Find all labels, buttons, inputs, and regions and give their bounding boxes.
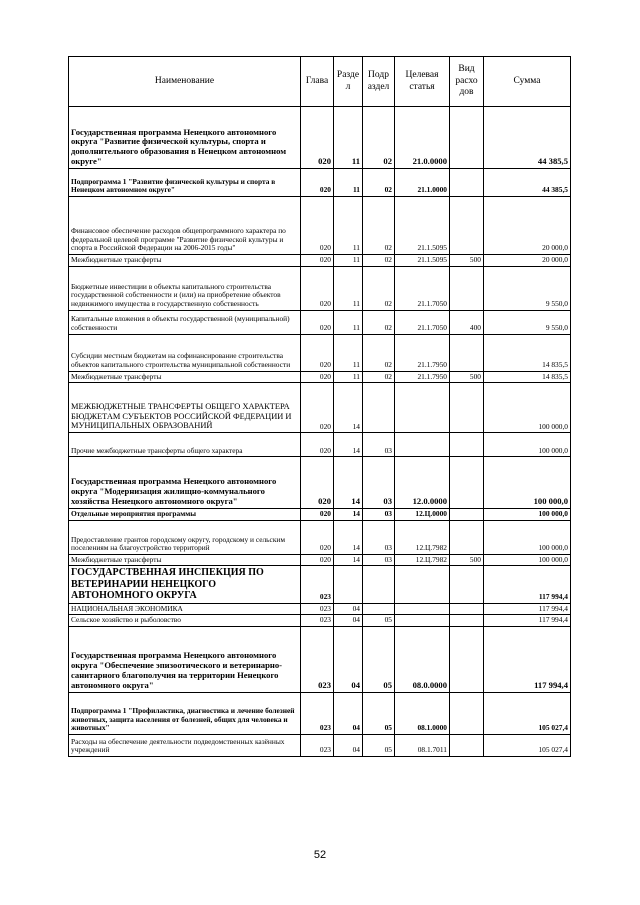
row-name: Отдельные мероприятия программы bbox=[69, 509, 301, 521]
row-vid bbox=[450, 603, 484, 615]
row-podrazdel: 03 bbox=[363, 520, 395, 554]
row-sum: 20 000,0 bbox=[484, 255, 571, 267]
row-glava: 023 bbox=[301, 734, 334, 756]
row-glava: 020 bbox=[301, 310, 334, 334]
row-sum: 117 994,4 bbox=[484, 615, 571, 627]
row-name: Капитальные вложения в объекты государственной (муниципальной) собственности bbox=[69, 310, 301, 334]
row-razdel: 11 bbox=[334, 334, 363, 371]
row-podrazdel: 03 bbox=[363, 554, 395, 566]
row-vid bbox=[450, 692, 484, 734]
row-razdel: 11 bbox=[334, 107, 363, 169]
row-target bbox=[395, 433, 450, 457]
header-vid: Вид расхо дов bbox=[450, 57, 484, 107]
row-glava: 020 bbox=[301, 169, 334, 197]
table-row bbox=[69, 433, 571, 457]
table-row bbox=[69, 566, 571, 604]
table-row bbox=[69, 310, 571, 334]
row-name: Подпрограмма 1 "Профилактика, диагностика и лечение болезней животных, защита населения от болезней, общих для человека и животных" bbox=[69, 692, 301, 734]
row-sum: 20 000,0 bbox=[484, 197, 571, 255]
table-row bbox=[69, 520, 571, 554]
row-razdel: 04 bbox=[334, 626, 363, 692]
row-vid bbox=[450, 107, 484, 169]
page-number: 52 bbox=[313, 849, 327, 861]
row-razdel: 11 bbox=[334, 310, 363, 334]
row-target: 12.0.0000 bbox=[395, 457, 450, 509]
row-sum: 100 000,0 bbox=[484, 509, 571, 521]
row-target: 08.1.0000 bbox=[395, 692, 450, 734]
row-sum: 117 994,4 bbox=[484, 626, 571, 692]
row-razdel: 11 bbox=[334, 255, 363, 267]
row-sum: 14 835,5 bbox=[484, 334, 571, 371]
row-name: Государственная программа Ненецкого автономного округа "Обеспечение эпизоотического и ветеринарно-санитарного благополучия на территории Ненецкого автономного округа" bbox=[69, 626, 301, 692]
row-name: Субсидии местным бюджетам на софинансирование строительства объектов капитального строительства муниципальной собственности bbox=[69, 334, 301, 371]
row-name: Прочие межбюджетные трансферты общего характера bbox=[69, 433, 301, 457]
row-razdel: 04 bbox=[334, 615, 363, 627]
row-target: 12.Ц.7982 bbox=[395, 554, 450, 566]
row-glava: 020 bbox=[301, 457, 334, 509]
row-vid bbox=[450, 509, 484, 521]
row-sum: 44 385,5 bbox=[484, 169, 571, 197]
row-vid bbox=[450, 334, 484, 371]
table-row bbox=[69, 107, 571, 169]
header-sum: Сумма bbox=[484, 57, 571, 107]
row-target bbox=[395, 603, 450, 615]
row-glava: 023 bbox=[301, 692, 334, 734]
table-row bbox=[69, 266, 571, 310]
row-target: 21.1.7950 bbox=[395, 371, 450, 383]
table-row bbox=[69, 734, 571, 756]
header-razdel: Разде л bbox=[334, 57, 363, 107]
row-podrazdel bbox=[363, 566, 395, 604]
row-podrazdel: 02 bbox=[363, 197, 395, 255]
row-sum: 100 000,0 bbox=[484, 433, 571, 457]
row-vid: 500 bbox=[450, 554, 484, 566]
row-target: 21.1.7050 bbox=[395, 266, 450, 310]
row-target: 21.1.7950 bbox=[395, 334, 450, 371]
row-target bbox=[395, 615, 450, 627]
row-target: 12.Ц.7982 bbox=[395, 520, 450, 554]
row-glava: 020 bbox=[301, 509, 334, 521]
row-razdel: 14 bbox=[334, 509, 363, 521]
row-target bbox=[395, 566, 450, 604]
row-glava: 020 bbox=[301, 383, 334, 433]
row-podrazdel: 03 bbox=[363, 509, 395, 521]
budget-table bbox=[68, 56, 571, 757]
row-podrazdel: 02 bbox=[363, 310, 395, 334]
row-glava: 023 bbox=[301, 626, 334, 692]
row-glava: 020 bbox=[301, 334, 334, 371]
row-vid: 400 bbox=[450, 310, 484, 334]
row-target: 21.1.5095 bbox=[395, 197, 450, 255]
row-glava: 020 bbox=[301, 266, 334, 310]
row-vid bbox=[450, 734, 484, 756]
row-sum: 105 027,4 bbox=[484, 692, 571, 734]
row-glava: 023 bbox=[301, 615, 334, 627]
row-vid bbox=[450, 520, 484, 554]
row-target: 08.1.7011 bbox=[395, 734, 450, 756]
row-sum: 100 000,0 bbox=[484, 457, 571, 509]
row-glava: 020 bbox=[301, 107, 334, 169]
row-razdel: 14 bbox=[334, 383, 363, 433]
table-row bbox=[69, 603, 571, 615]
row-podrazdel: 05 bbox=[363, 615, 395, 627]
table-row bbox=[69, 626, 571, 692]
row-vid bbox=[450, 457, 484, 509]
row-vid: 500 bbox=[450, 255, 484, 267]
row-razdel: 14 bbox=[334, 433, 363, 457]
header-row bbox=[69, 57, 571, 107]
row-target: 21.0.0000 bbox=[395, 107, 450, 169]
row-podrazdel: 02 bbox=[363, 334, 395, 371]
row-glava: 023 bbox=[301, 603, 334, 615]
row-podrazdel bbox=[363, 603, 395, 615]
row-vid bbox=[450, 197, 484, 255]
row-glava: 020 bbox=[301, 554, 334, 566]
row-vid: 500 bbox=[450, 371, 484, 383]
row-target: 08.0.0000 bbox=[395, 626, 450, 692]
row-target: 21.1.0000 bbox=[395, 169, 450, 197]
row-name: НАЦИОНАЛЬНАЯ ЭКОНОМИКА bbox=[69, 603, 301, 615]
row-sum: 100 000,0 bbox=[484, 520, 571, 554]
row-name: Межбюджетные трансферты bbox=[69, 371, 301, 383]
row-name: Сельское хозяйство и рыболовство bbox=[69, 615, 301, 627]
row-target: 12.Ц.0000 bbox=[395, 509, 450, 521]
row-sum: 117 994,4 bbox=[484, 566, 571, 604]
row-target: 21.1.5095 bbox=[395, 255, 450, 267]
row-podrazdel: 05 bbox=[363, 692, 395, 734]
header-name: Наименование bbox=[69, 57, 301, 107]
row-razdel: 14 bbox=[334, 457, 363, 509]
row-target bbox=[395, 383, 450, 433]
table-row bbox=[69, 692, 571, 734]
row-podrazdel bbox=[363, 383, 395, 433]
header-glava: Глава bbox=[301, 57, 334, 107]
row-podrazdel: 05 bbox=[363, 734, 395, 756]
row-name: МЕЖБЮДЖЕТНЫЕ ТРАНСФЕРТЫ ОБЩЕГО ХАРАКТЕРА БЮДЖЕТАМ СУБЪЕКТОВ РОССИЙСКОЙ ФЕДЕРАЦИИ И МУНИЦИПАЛЬНЫХ ОБРАЗОВАНИЙ bbox=[69, 383, 301, 433]
row-name: Предоставление грантов городскому округу, городскому и сельским поселениям на благоустройство территорий bbox=[69, 520, 301, 554]
header-podrazdel: Подр аздел bbox=[363, 57, 395, 107]
row-sum: 117 994,4 bbox=[484, 603, 571, 615]
row-razdel: 14 bbox=[334, 520, 363, 554]
table-row bbox=[69, 334, 571, 371]
table-row bbox=[69, 383, 571, 433]
row-vid bbox=[450, 615, 484, 627]
row-razdel: 11 bbox=[334, 197, 363, 255]
header-target: Целевая статья bbox=[395, 57, 450, 107]
row-sum: 105 027,4 bbox=[484, 734, 571, 756]
row-sum: 9 550,0 bbox=[484, 310, 571, 334]
row-razdel: 11 bbox=[334, 169, 363, 197]
row-target: 21.1.7050 bbox=[395, 310, 450, 334]
row-podrazdel: 05 bbox=[363, 626, 395, 692]
row-podrazdel: 03 bbox=[363, 457, 395, 509]
row-razdel: 14 bbox=[334, 554, 363, 566]
row-name: Расходы на обеспечение деятельности подведомственных казённых учреждений bbox=[69, 734, 301, 756]
table-row bbox=[69, 371, 571, 383]
row-podrazdel: 03 bbox=[363, 433, 395, 457]
row-glava: 023 bbox=[301, 566, 334, 604]
table-row bbox=[69, 169, 571, 197]
row-name: Подпрограмма 1 "Развитие физической культуры и спорта в Ненецком автономном округе" bbox=[69, 169, 301, 197]
row-glava: 020 bbox=[301, 197, 334, 255]
row-name: Бюджетные инвестиции в объекты капитального строительства государственной собственности и (или) на приобретение объектов недвижимого имущества в государственную собственность bbox=[69, 266, 301, 310]
row-podrazdel: 02 bbox=[363, 371, 395, 383]
table-row bbox=[69, 197, 571, 255]
row-glava: 020 bbox=[301, 520, 334, 554]
row-razdel: 04 bbox=[334, 692, 363, 734]
row-vid bbox=[450, 566, 484, 604]
row-name: Государственная программа Ненецкого автономного округа "Модернизация жилищно-коммунального хозяйства Ненецкого автономного округа" bbox=[69, 457, 301, 509]
row-name: Финансовое обеспечение расходов общепрограммного характера по федеральной целевой программе "Развитие физической культуры и спорта в Российской Федерации на 2006-2015 годы" bbox=[69, 197, 301, 255]
row-glava: 020 bbox=[301, 255, 334, 267]
row-vid bbox=[450, 433, 484, 457]
row-sum: 14 835,5 bbox=[484, 371, 571, 383]
table-row bbox=[69, 255, 571, 267]
row-name: Межбюджетные трансферты bbox=[69, 554, 301, 566]
row-razdel: 04 bbox=[334, 603, 363, 615]
row-podrazdel: 02 bbox=[363, 107, 395, 169]
table-row bbox=[69, 554, 571, 566]
row-sum: 100 000,0 bbox=[484, 554, 571, 566]
row-name: ГОСУДАРСТВЕННАЯ ИНСПЕКЦИЯ ПО ВЕТЕРИНАРИИ НЕНЕЦКОГО АВТОНОМНОГО ОКРУГА bbox=[69, 566, 301, 604]
row-razdel bbox=[334, 566, 363, 604]
row-podrazdel: 02 bbox=[363, 169, 395, 197]
row-vid bbox=[450, 266, 484, 310]
row-glava: 020 bbox=[301, 371, 334, 383]
row-podrazdel: 02 bbox=[363, 255, 395, 267]
row-glava: 020 bbox=[301, 433, 334, 457]
row-podrazdel: 02 bbox=[363, 266, 395, 310]
row-name: Межбюджетные трансферты bbox=[69, 255, 301, 267]
row-name: Государственная программа Ненецкого автономного округа "Развитие физической культуры, спорта и дополнительного образования в Ненецком автономном округе" bbox=[69, 107, 301, 169]
row-razdel: 04 bbox=[334, 734, 363, 756]
row-razdel: 11 bbox=[334, 371, 363, 383]
row-razdel: 11 bbox=[334, 266, 363, 310]
row-vid bbox=[450, 169, 484, 197]
row-sum: 100 000,0 bbox=[484, 383, 571, 433]
row-sum: 44 385,5 bbox=[484, 107, 571, 169]
table-row bbox=[69, 509, 571, 521]
row-vid bbox=[450, 383, 484, 433]
row-sum: 9 550,0 bbox=[484, 266, 571, 310]
row-vid bbox=[450, 626, 484, 692]
table-row bbox=[69, 457, 571, 509]
table-row bbox=[69, 615, 571, 627]
